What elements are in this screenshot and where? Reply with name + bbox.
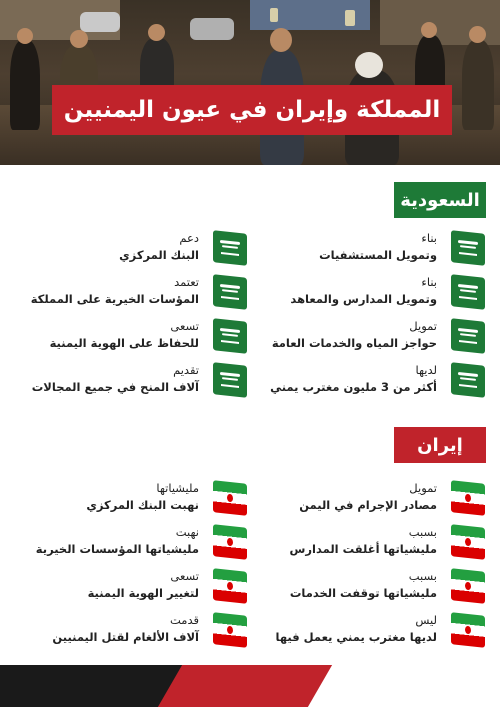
iran-flag-icon xyxy=(451,524,485,560)
iran-flag-icon xyxy=(451,568,485,604)
saudi-flag-icon xyxy=(451,230,485,266)
iran-item-text xyxy=(52,612,199,646)
saudi-flag-icon xyxy=(451,318,485,354)
iran-flag-icon xyxy=(213,568,247,604)
saudi-item-line1: تقديم xyxy=(173,363,199,377)
iran-item xyxy=(12,610,247,652)
iran-item xyxy=(250,478,485,520)
iran-item-line1: بسبب xyxy=(408,525,437,539)
saudi-item-text xyxy=(119,230,199,264)
saudi-flag-icon xyxy=(213,318,247,354)
saudi-item-line2: أكثر من 3 مليون مغترب يمني xyxy=(270,380,437,394)
saudi-flag-icon xyxy=(451,362,485,398)
saudi-item-line2: البنك المركزي xyxy=(119,248,199,262)
saudi-item-text xyxy=(290,274,437,308)
iran-item xyxy=(250,610,485,652)
footer-stripe xyxy=(0,665,500,707)
iran-item-text xyxy=(86,480,199,514)
saudi-item-line2: وتمويل المستشفيات xyxy=(319,248,437,262)
iran-item-line1: بسبب xyxy=(408,569,437,583)
iran-item-line2: لتغيير الهوية اليمنية xyxy=(87,586,199,600)
iran-item-line1: تمويل xyxy=(409,481,437,495)
iran-item-line1: تسعى xyxy=(170,569,199,583)
iran-item-text xyxy=(290,568,437,602)
iran-item-line2: آلاف الألغام لقتل اليمنيين xyxy=(52,630,199,644)
saudi-item xyxy=(250,360,485,402)
saudi-item xyxy=(250,228,485,270)
iran-item-line1: ليس xyxy=(415,613,437,627)
iran-item xyxy=(250,522,485,564)
saudi-item-line1: تعتمد xyxy=(174,275,199,289)
hero-photo xyxy=(0,0,500,165)
saudi-item xyxy=(12,228,247,270)
iran-flag-icon xyxy=(451,480,485,516)
saudi-item-text xyxy=(32,362,199,396)
saudi-item-line1: تمويل xyxy=(409,319,437,333)
saudi-item-line2: المؤسات الخيرية على المملكة xyxy=(30,292,199,306)
iran-item-line2: مليشياتها أغلقت المدارس xyxy=(289,542,437,556)
iran-item-text xyxy=(276,612,438,646)
saudi-item-line2: وتمويل المدارس والمعاهد xyxy=(290,292,437,306)
saudi-item xyxy=(250,272,485,314)
saudi-flag-icon xyxy=(213,274,247,310)
iran-item-line1: قدمت xyxy=(170,613,199,627)
iran-flag-icon xyxy=(213,480,247,516)
saudi-item xyxy=(12,360,247,402)
saudi-item xyxy=(12,316,247,358)
title-banner xyxy=(52,85,452,135)
iran-item-text xyxy=(299,480,437,514)
saudi-item-text xyxy=(31,274,199,308)
saudi-section-label: السعودية xyxy=(394,182,486,218)
saudi-item-text xyxy=(270,362,437,396)
saudi-item-line1: بناء xyxy=(421,231,437,245)
saudi-item-text xyxy=(319,230,437,264)
saudi-item-line1: دعم xyxy=(179,231,199,245)
iran-flag-icon xyxy=(213,612,247,648)
iran-section-label: إيران xyxy=(394,427,486,463)
iran-item-line1: مليشياتها xyxy=(156,481,199,495)
iran-item xyxy=(12,566,247,608)
saudi-flag-icon xyxy=(213,230,247,266)
iran-item-line2: نهبت البنك المركزي xyxy=(86,498,199,512)
saudi-item-line2: آلاف المنح في جميع المجالات xyxy=(31,380,199,394)
page-title: المملكة وإيران في عيون اليمنيين xyxy=(63,97,441,123)
saudi-item-line1: لديها xyxy=(415,363,437,377)
saudi-item-line1: تسعى xyxy=(170,319,199,333)
saudi-item-text xyxy=(50,318,199,352)
iran-item-text xyxy=(36,524,199,558)
iran-item-line1: نهبت xyxy=(175,525,199,539)
iran-item xyxy=(12,522,247,564)
saudi-item-line2: حواجز المياه والخدمات العامة xyxy=(271,336,437,350)
iran-item-text xyxy=(290,524,437,558)
saudi-item-line2: للحفاظ على الهوية اليمنية xyxy=(49,336,199,350)
saudi-item xyxy=(250,316,485,358)
iran-item xyxy=(12,478,247,520)
iran-item-line2: مليشياتها المؤسسات الخيرية xyxy=(35,542,199,556)
saudi-item-line1: بناء xyxy=(421,275,437,289)
iran-item-line2: مليشياتها توقفت الخدمات xyxy=(289,586,437,600)
iran-item-line2: لديها مغترب يمني يعمل فيها xyxy=(275,630,437,644)
saudi-flag-icon xyxy=(451,274,485,310)
iran-item xyxy=(250,566,485,608)
iran-flag-icon xyxy=(213,524,247,560)
saudi-item-text xyxy=(272,318,437,352)
saudi-flag-icon xyxy=(213,362,247,398)
iran-item-line2: مصادر الإجرام في اليمن xyxy=(299,498,437,512)
saudi-item xyxy=(12,272,247,314)
iran-flag-icon xyxy=(451,612,485,648)
iran-item-text xyxy=(88,568,199,602)
